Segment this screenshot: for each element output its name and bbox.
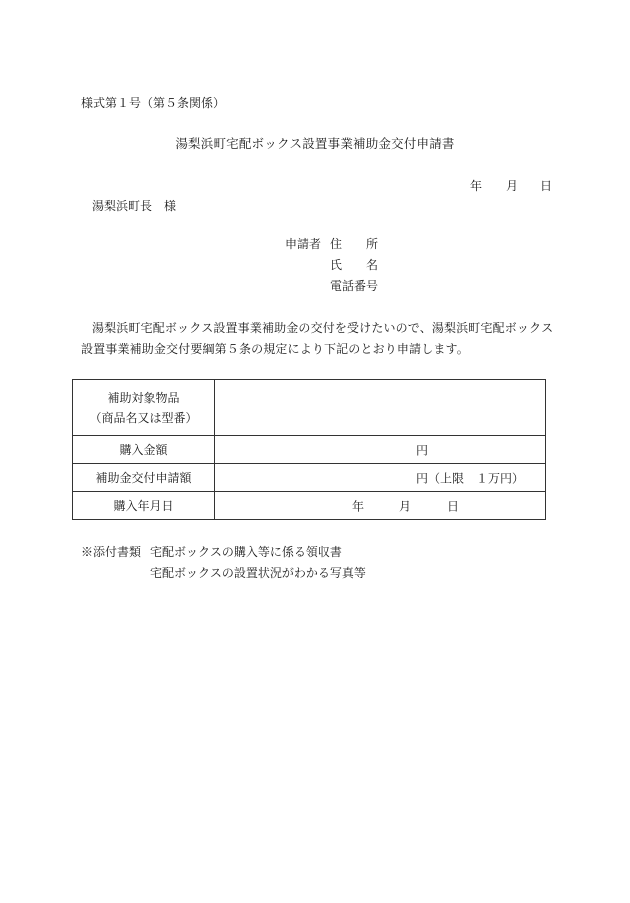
purchase-month-label: 月 [399,499,412,513]
item-value-cell[interactable] [215,380,546,436]
table-row [73,492,546,520]
purchase-amount-label: 購入金額 [73,436,215,464]
subsidy-amount-label: 補助金交付申請額 [73,464,215,492]
applicant-label: 申請者 [285,237,322,251]
phone-label: 電話番号 [330,279,379,293]
application-statement: 湯梨浜町宅配ボックス設置事業補助金の交付を受けたいので、湯梨浜町宅配ボックス設置事業補助金交付要綱第５条の規定により下記のとおり申請します。 [81,321,554,356]
attachments-header: ※添付書類 [81,545,142,559]
date-day-label: 日 [540,179,553,193]
table-row [73,436,546,464]
purchase-day-label: 日 [447,499,460,513]
item-label-cell [73,380,215,436]
purchase-year-label: 年 [352,499,365,513]
purchase-date-cell[interactable] [215,492,546,520]
table-row [73,380,546,436]
item-label-line1: 補助対象物品 [107,390,180,405]
subsidy-amount-unit: 円（上限 １万円） [416,471,525,485]
attachment-item: 宅配ボックスの設置状況がわかる写真等 [150,566,366,580]
document-title: 湯梨浜町宅配ボックス設置事業補助金交付申請書 [175,136,455,151]
subsidy-amount-cell[interactable] [215,464,546,492]
purchase-amount-unit: 円 [416,443,429,457]
addressee: 湯梨浜町長 様 [92,199,177,213]
address-label: 住 所 [330,237,379,251]
purchase-amount-cell[interactable] [215,436,546,464]
table-row [73,464,546,492]
purchase-date-label: 購入年月日 [73,492,215,520]
form-number: 様式第１号（第５条関係） [81,96,226,110]
application-table [72,379,546,520]
attachment-item: 宅配ボックスの購入等に係る領収書 [150,545,342,559]
date-month-label: 月 [506,179,519,193]
item-label-line2: （商品名又は型番） [89,410,198,425]
name-label: 氏 名 [330,258,379,272]
date-year-label: 年 [470,179,483,193]
